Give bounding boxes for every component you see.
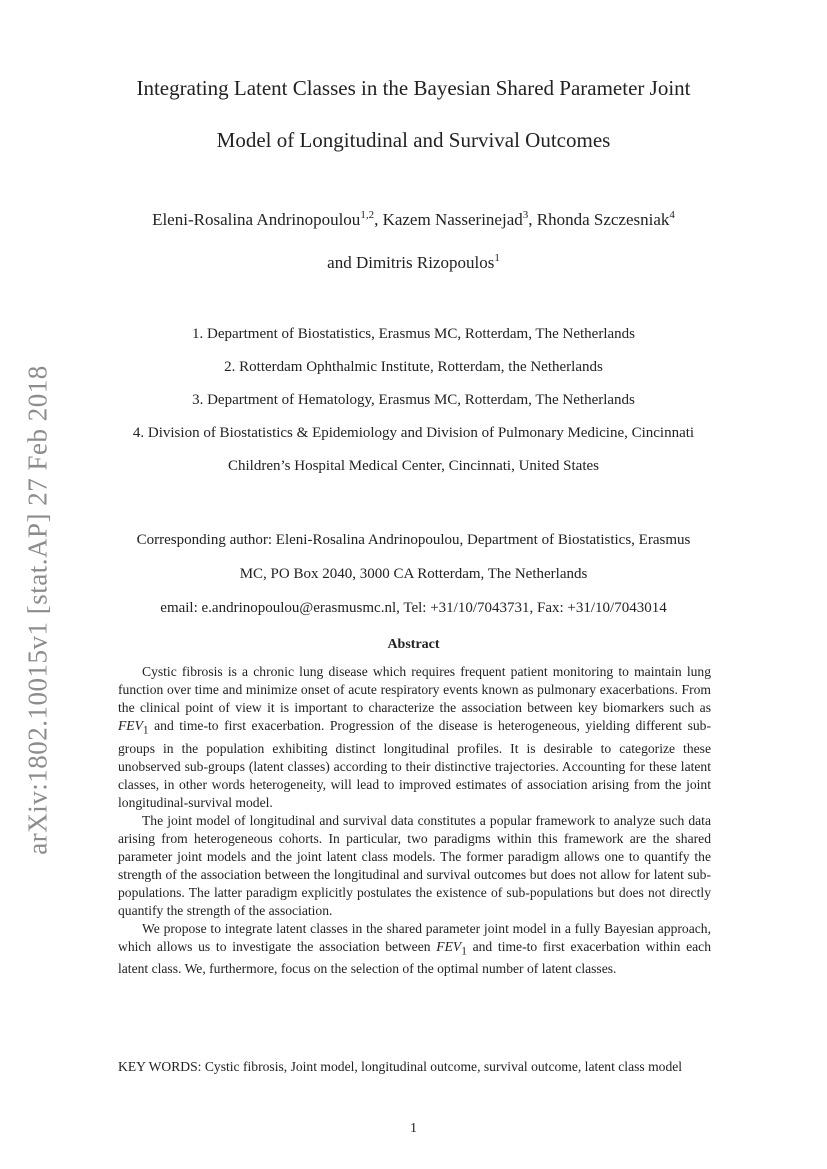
- abstract-heading: Abstract: [387, 637, 440, 652]
- fev-subscript: 1: [142, 724, 149, 737]
- author-separator: ,: [374, 210, 383, 229]
- author-and: and: [327, 253, 356, 272]
- abstract-body: [118, 663, 711, 978]
- corresponding-author: [0, 523, 827, 625]
- author-list: [0, 198, 827, 284]
- author-name: Kazem Nasserinejad: [382, 210, 523, 229]
- title-line-2: Model of Longitudinal and Survival Outcomes: [216, 128, 611, 152]
- author-name: Eleni-Rosalina Andrinopoulou: [152, 210, 361, 229]
- abstract-paragraph-2: The joint model of longitudinal and survival data constitutes a popular framework to analyze such data arising from heterogeneous cohorts. In particular, two paradigms within this framework are the shared parameter joint models and the joint latent class models. The former paradigm allows one to quantify the strength of the association between the longitudinal and survival outcomes but does not allow for latent sub-populations. The latter paradigm explicitly postulates the existence of sub-populations but does not directly quantify the strength of the association.: [118, 812, 711, 918]
- abstract-paragraph-1: [118, 663, 711, 812]
- author-affil-sup: 3: [522, 209, 529, 221]
- affiliation-item: 3. Department of Hematology, Erasmus MC, Rotterdam, The Netherlands: [192, 392, 635, 408]
- keywords: KEY WORDS: Cystic fibrosis, Joint model, longitudinal outcome, survival outcome, latent class model: [118, 1059, 683, 1074]
- arxiv-stamp: arXiv:1802.10015v1 [stat.AP] 27 Feb 2018: [22, 365, 53, 855]
- abstract-text: and time-to first exacerbation within each latent class. We, furthermore, focus on the selection of the optimal number of latent classes.: [118, 938, 711, 977]
- author-line-1: [0, 198, 827, 241]
- author-name: Dimitris Rizopoulos: [355, 253, 495, 272]
- paper-title: [0, 62, 827, 166]
- abstract-text: We propose to integrate latent classes in the shared parameter joint model in a fully Bayesian approach, which allows us to investigate the association between: [118, 920, 711, 954]
- affiliation-list: [0, 318, 827, 483]
- title-line-1: Integrating Latent Classes in the Bayesian Shared Parameter Joint: [136, 76, 691, 100]
- author-affil-sup: 1,2: [360, 209, 375, 221]
- affiliation-item: 1. Department of Biostatistics, Erasmus MC, Rotterdam, The Netherlands: [192, 326, 635, 342]
- author-affil-sup: 1: [494, 252, 500, 264]
- fev-subscript: 1: [461, 945, 467, 958]
- corresponding-line-1: Corresponding author: Eleni-Rosalina Andrinopoulou, Department of Biostatistics, Erasmus: [136, 532, 691, 548]
- author-separator: ,: [528, 210, 537, 229]
- abstract-text: Cystic fibrosis is a chronic lung disease which requires frequent patient monitoring to maintain lung function over time and minimize onset of acute respiratory events known as pulmonary exacerbations. From the clinical point of view it is important to characterize the association between key biomarkers such as: [118, 664, 711, 715]
- corresponding-line-3: email: e.andrinopoulou@erasmusmc.nl, Tel: +31/10/7043731, Fax: +31/10/7043014: [160, 600, 667, 616]
- author-name: Rhonda Szczesniak: [536, 210, 670, 229]
- author-affil-sup: 4: [669, 209, 675, 221]
- abstract-text: and time-to first exacerbation. Progression of the disease is heterogeneous, yielding different sub-groups in the population exhibiting distinct longitudinal profiles. It is desirable to categorize these unobserved sub-groups (latent classes) according to their distinctive trajectories. Accounting for these latent classes, in other words heterogeneity, will lead to improved estimates of association arising from the joint longitudinal-survival model.: [118, 718, 711, 810]
- affiliation-item: 2. Rotterdam Ophthalmic Institute, Rotterdam, the Netherlands: [224, 359, 603, 375]
- corresponding-line-2: MC, PO Box 2040, 3000 CA Rotterdam, The Netherlands: [239, 566, 588, 582]
- fev-symbol: FEV: [118, 718, 143, 733]
- fev-symbol: FEV: [436, 938, 462, 954]
- page-number: 1: [410, 1121, 417, 1136]
- abstract-paragraph-3: [118, 920, 711, 979]
- author-line-2: [0, 241, 827, 284]
- affiliation-item: 4. Division of Biostatistics & Epidemiology and Division of Pulmonary Medicine, Cincinnati: [132, 425, 695, 441]
- affiliation-item: Children’s Hospital Medical Center, Cincinnati, United States: [227, 458, 599, 474]
